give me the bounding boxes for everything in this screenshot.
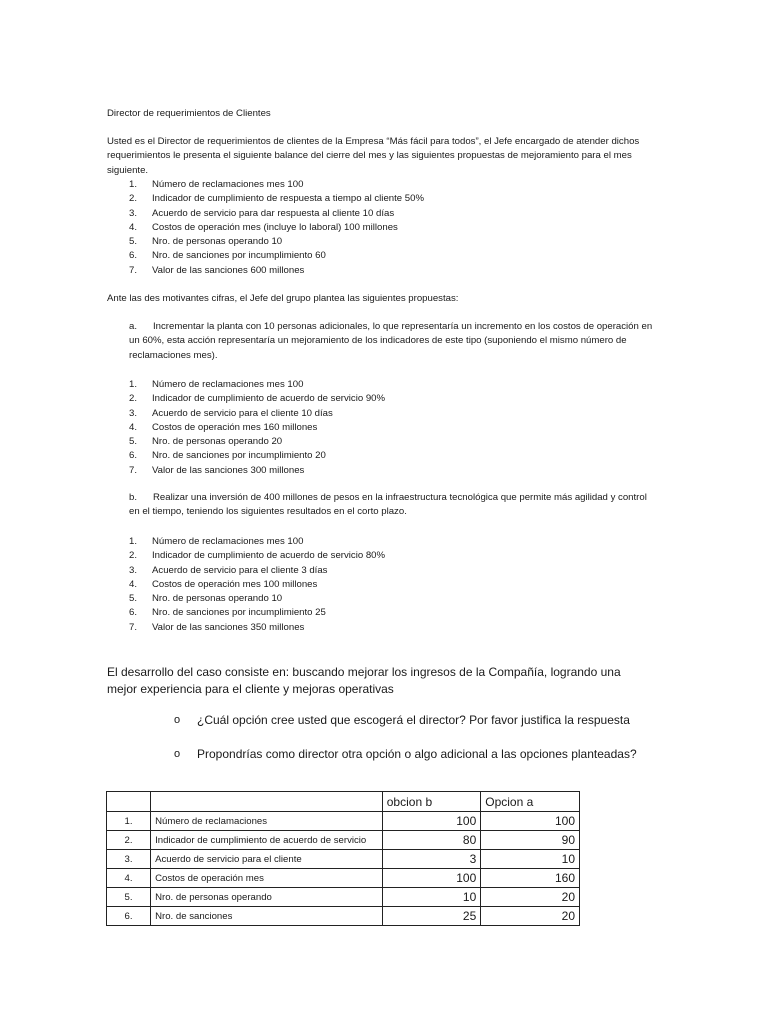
list-item: 4. Costos de operación mes (incluye lo laboral) 100 millones (129, 221, 398, 233)
table-header-row (107, 792, 580, 812)
question-text: Propondrías como director otra opción o algo adicional a las opciones planteadas? (197, 747, 637, 761)
proposal-a-list (129, 378, 385, 478)
list-item: 3. Acuerdo de servicio para el cliente 10 días (129, 407, 333, 419)
list-item: 2. Indicador de cumplimiento de acuerdo de servicio 90% (129, 393, 386, 405)
list-item: 7. Valor de las sanciones 600 millones (129, 264, 305, 276)
current-balance-list (129, 178, 424, 278)
list-item: 4. Costos de operación mes 100 millones (129, 578, 318, 590)
list-item: 3. Acuerdo de servicio para el cliente 3 días (129, 564, 328, 576)
header-cell (151, 792, 383, 812)
proposal-a-text: Incrementar la planta con 10 personas adicionales, lo que representaría un incremento en los costos de operación en un 60%, esta acción representaría un mejoramiento de los indicadores de este tipo (suponiendo el mismo número de reclamaciones mes). (129, 321, 653, 361)
table-row: 2. Indicador de cumplimiento de acuerdo de servicio 80 90 (107, 831, 580, 850)
question-1 (174, 712, 630, 729)
intro-paragraph: Usted es el Director de requerimientos de clientes de la Empresa “Más fácil para todos”, el Jefe encargado de atender dichos requerimientos le presenta el siguiente balance del cierre del mes y las siguientes propuestas de mejoramiento para el mes siguiente. (107, 136, 640, 176)
table-row: 5. Nro. de personas operando 10 20 (107, 888, 580, 907)
bullet-icon: o (174, 748, 181, 760)
proposal-b-letter: b. (129, 492, 138, 503)
list-item: 6. Nro. de sanciones por incumplimiento 20 (129, 450, 326, 462)
list-item: 2. Indicador de cumplimiento de acuerdo de servicio 80% (129, 550, 386, 562)
list-item: 6. Nro. de sanciones por incumplimiento 60 (129, 250, 326, 262)
document-title: Director de requerimientos de Clientes (107, 108, 271, 119)
table-row: 4. Costos de operación mes 100 160 (107, 869, 580, 888)
list-item: 1. Número de reclamaciones mes 100 (129, 179, 304, 190)
list-item: 1. Número de reclamaciones mes 100 (129, 536, 304, 547)
header-option-b: obcion b (382, 792, 481, 812)
question-text: ¿Cuál opción cree usted que escogerá el director? Por favor justifica la respuesta (197, 713, 630, 727)
list-item: 2. Indicador de cumplimiento de respuesta a tiempo al cliente 50% (129, 193, 424, 205)
proposal-a-letter: a. (129, 321, 138, 332)
proposal-b-list (129, 535, 385, 635)
proposal-b-text: Realizar una inversión de 400 millones de pesos en la infraestructura tecnológica que permite más agilidad y control en el tiempo, teniendo los siguientes resultados en el corto plazo. (129, 492, 647, 518)
list-item: 5. Nro. de personas operando 20 (129, 436, 283, 448)
list-item: 7. Valor de las sanciones 300 millones (129, 464, 305, 476)
table-row: 1. Número de reclamaciones 100 100 (107, 812, 580, 831)
bullet-icon: o (174, 714, 181, 726)
proposal-b (129, 491, 659, 520)
list-item: 5. Nro. de personas operando 10 (129, 236, 283, 248)
list-item: 5. Nro. de personas operando 10 (129, 593, 283, 605)
table-row: 6. Nro. de sanciones 25 20 (107, 907, 580, 926)
list-item: 7. Valor de las sanciones 350 millones (129, 621, 305, 633)
case-description: El desarrollo del caso consiste en: buscando mejorar los ingresos de la Compañía, logrando una mejor experiencia para el cliente y mejoras operativas (107, 665, 621, 696)
list-item: 3. Acuerdo de servicio para dar respuesta al cliente 10 días (129, 207, 395, 219)
header-cell (107, 792, 151, 812)
list-item: 1. Número de reclamaciones mes 100 (129, 379, 304, 390)
list-item: 6. Nro. de sanciones por incumplimiento 25 (129, 607, 326, 619)
list-item: 4. Costos de operación mes 160 millones (129, 421, 318, 433)
comparison-table (106, 791, 580, 926)
header-option-a: Opcion a (481, 792, 580, 812)
proposals-intro: Ante las des motivantes cifras, el Jefe del grupo plantea las siguientes propuestas: (107, 293, 459, 304)
proposal-a (129, 320, 659, 363)
table-row: 3. Acuerdo de servicio para el cliente 3 10 (107, 850, 580, 869)
question-2 (174, 746, 637, 763)
